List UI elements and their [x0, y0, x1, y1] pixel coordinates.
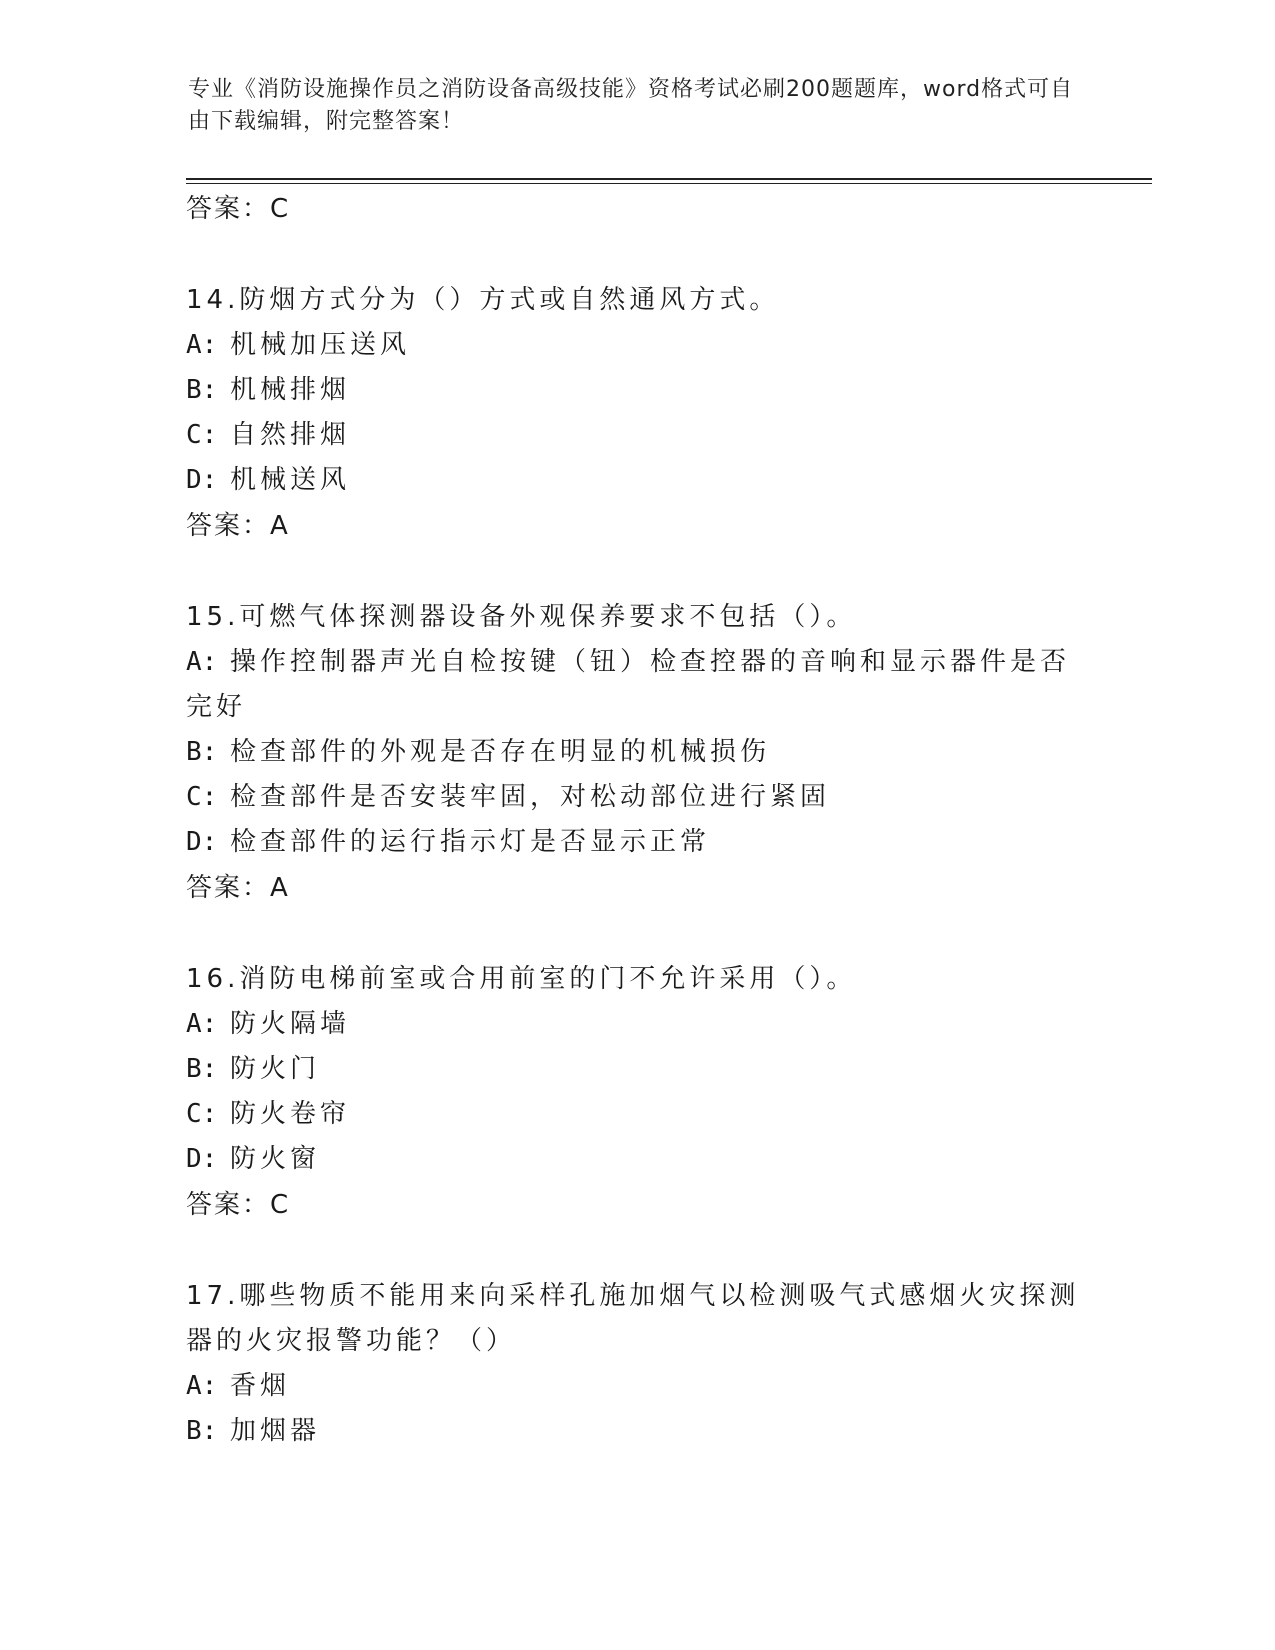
option-a — [186, 640, 1086, 730]
question-stem: 17.哪些物质不能用来向采样孔施加烟气以检测吸气式感烟火灾探测器的火灾报警功能？（） — [186, 1281, 1080, 1356]
option-text: 防火卷帘 — [230, 1099, 351, 1129]
option-letter: C: — [186, 1099, 218, 1129]
option-d — [186, 1137, 1086, 1182]
option-text: 检查部件是否安装牢固，对松动部位进行紧固 — [230, 782, 831, 812]
option-text: 加烟器 — [230, 1416, 321, 1446]
document-header: 专业《消防设施操作员之消防设备高级技能》资格考试必刷200题题库，word格式可自由下载编辑，附完整答案！ — [188, 77, 1074, 134]
option-letter: B: — [186, 737, 218, 767]
option-a — [186, 1364, 1086, 1409]
question-15 — [186, 595, 1086, 911]
question-stem: 15.可燃气体探测器设备外观保养要求不包括（）。 — [186, 602, 857, 632]
answer: 答案：A — [186, 511, 290, 541]
option-letter: D: — [186, 1144, 218, 1174]
option-d — [186, 820, 1086, 865]
answer: 答案：C — [186, 1190, 291, 1220]
option-text: 自然排烟 — [230, 420, 351, 450]
option-letter: A: — [186, 647, 218, 677]
option-letter: C: — [186, 782, 218, 812]
option-letter: B: — [186, 1416, 218, 1446]
option-letter: B: — [186, 375, 218, 405]
option-letter: A: — [186, 330, 218, 360]
option-a — [186, 1002, 1086, 1047]
option-text: 机械排烟 — [230, 375, 351, 405]
option-c — [186, 775, 1086, 820]
question-stem: 14.防烟方式分为（）方式或自然通风方式。 — [186, 285, 780, 315]
previous-answer: 答案：C — [186, 194, 291, 224]
option-b — [186, 1047, 1086, 1092]
option-text: 检查部件的外观是否存在明显的机械损伤 — [230, 737, 771, 767]
option-b — [186, 730, 1086, 775]
option-d — [186, 458, 1086, 503]
option-text: 防火窗 — [230, 1144, 321, 1174]
option-b — [186, 1409, 1086, 1454]
question-14 — [186, 278, 1086, 549]
header-divider — [186, 178, 1152, 184]
question-stem: 16.消防电梯前室或合用前室的门不允许采用（）。 — [186, 964, 857, 994]
option-text: 操作控制器声光自检按键（钮）检查控器的音响和显示器件是否完好 — [186, 647, 1071, 722]
option-text: 机械送风 — [230, 465, 351, 495]
option-letter: A: — [186, 1009, 218, 1039]
question-17 — [186, 1274, 1086, 1454]
option-letter: B: — [186, 1054, 218, 1084]
question-list — [186, 186, 1086, 1454]
option-b — [186, 368, 1086, 413]
option-c — [186, 413, 1086, 458]
option-text: 防火隔墙 — [230, 1009, 351, 1039]
answer: 答案：A — [186, 873, 290, 903]
option-letter: A: — [186, 1371, 218, 1401]
question-16 — [186, 957, 1086, 1228]
option-text: 检查部件的运行指示灯是否显示正常 — [230, 827, 711, 857]
option-a — [186, 323, 1086, 368]
option-letter: D: — [186, 465, 218, 495]
option-text: 机械加压送风 — [230, 330, 411, 360]
option-letter: C: — [186, 420, 218, 450]
option-c — [186, 1092, 1086, 1137]
option-letter: D: — [186, 827, 218, 857]
option-text: 防火门 — [230, 1054, 321, 1084]
option-text: 香烟 — [230, 1371, 291, 1401]
